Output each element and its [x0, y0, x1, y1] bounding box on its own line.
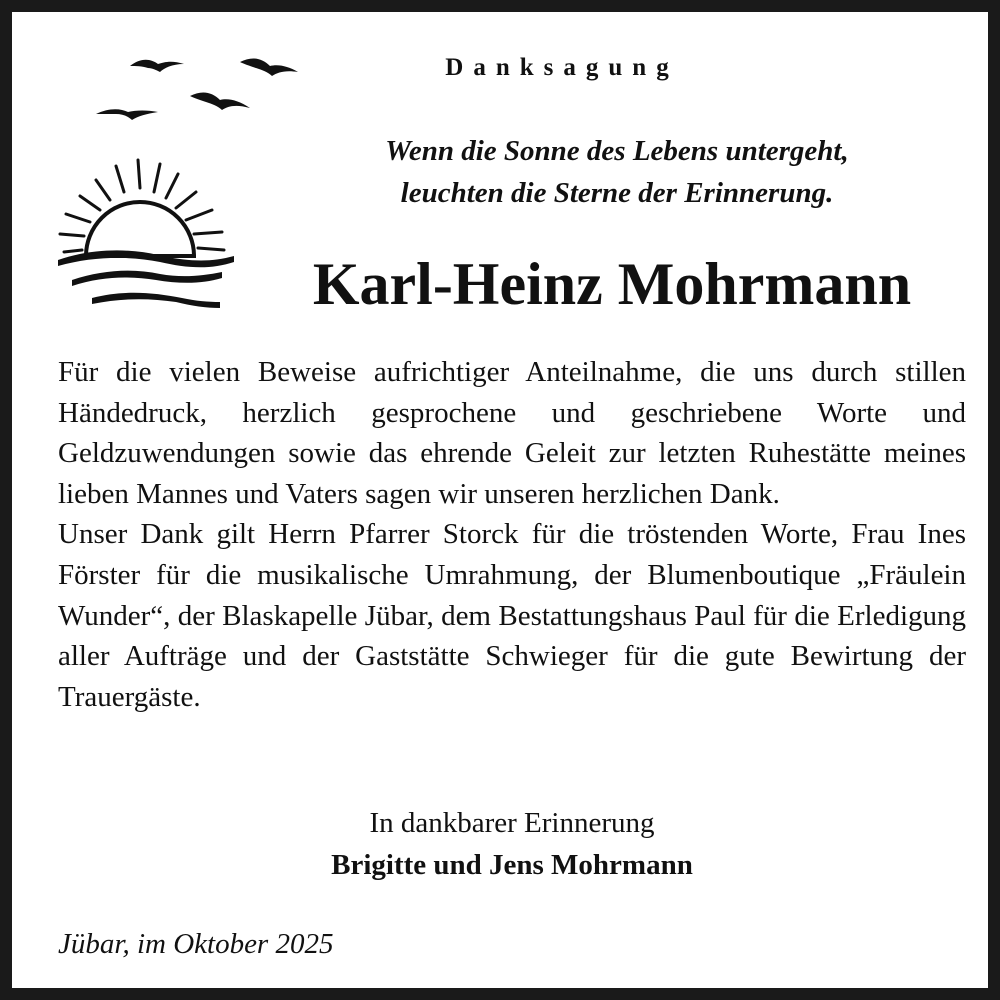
motto-line-2: leuchten die Sterne der Erinnerung. [400, 177, 834, 209]
signers: Brigitte und Jens Mohrmann [331, 849, 693, 881]
closing-line: In dankbarer Erinnerung [369, 807, 655, 839]
place-date: Jübar, im Oktober 2025 [58, 928, 334, 960]
flying-birds-icon [92, 52, 332, 132]
body-text [58, 352, 966, 717]
paragraph-2: Unser Dank gilt Herrn Pfarrer Storck für die tröstenden Worte, Frau Ines Förster für die musikalische Umrahmung, der Blumenboutique „Fräulein Wunder“, der Blaskapelle Jübar, dem Bestattungshaus Paul für die Erledigung aller Aufträge und der Gaststätte Schwieger für die gute Bewirtung der Trauergäste. [58, 518, 966, 713]
closing [212, 802, 812, 886]
motto-line-1: Wenn die Sonne des Lebens untergeht, [385, 135, 849, 167]
paragraph-1: Für die vielen Beweise aufrichtiger Anteilnahme, die uns durch stillen Händedruck, herzlich gesprochene und geschriebene Worte und Geldzuwendungen sowie das ehrende Geleit zur letzten Ruhestätte meines lieben Mannes und Vaters sagen wir unseren herzlichen Dank. [58, 356, 966, 510]
sunset-icon [52, 152, 242, 312]
deceased-name: Karl-Heinz Mohrmann [312, 251, 912, 317]
motto [272, 130, 962, 214]
notice-heading: Danksagung [445, 54, 679, 81]
